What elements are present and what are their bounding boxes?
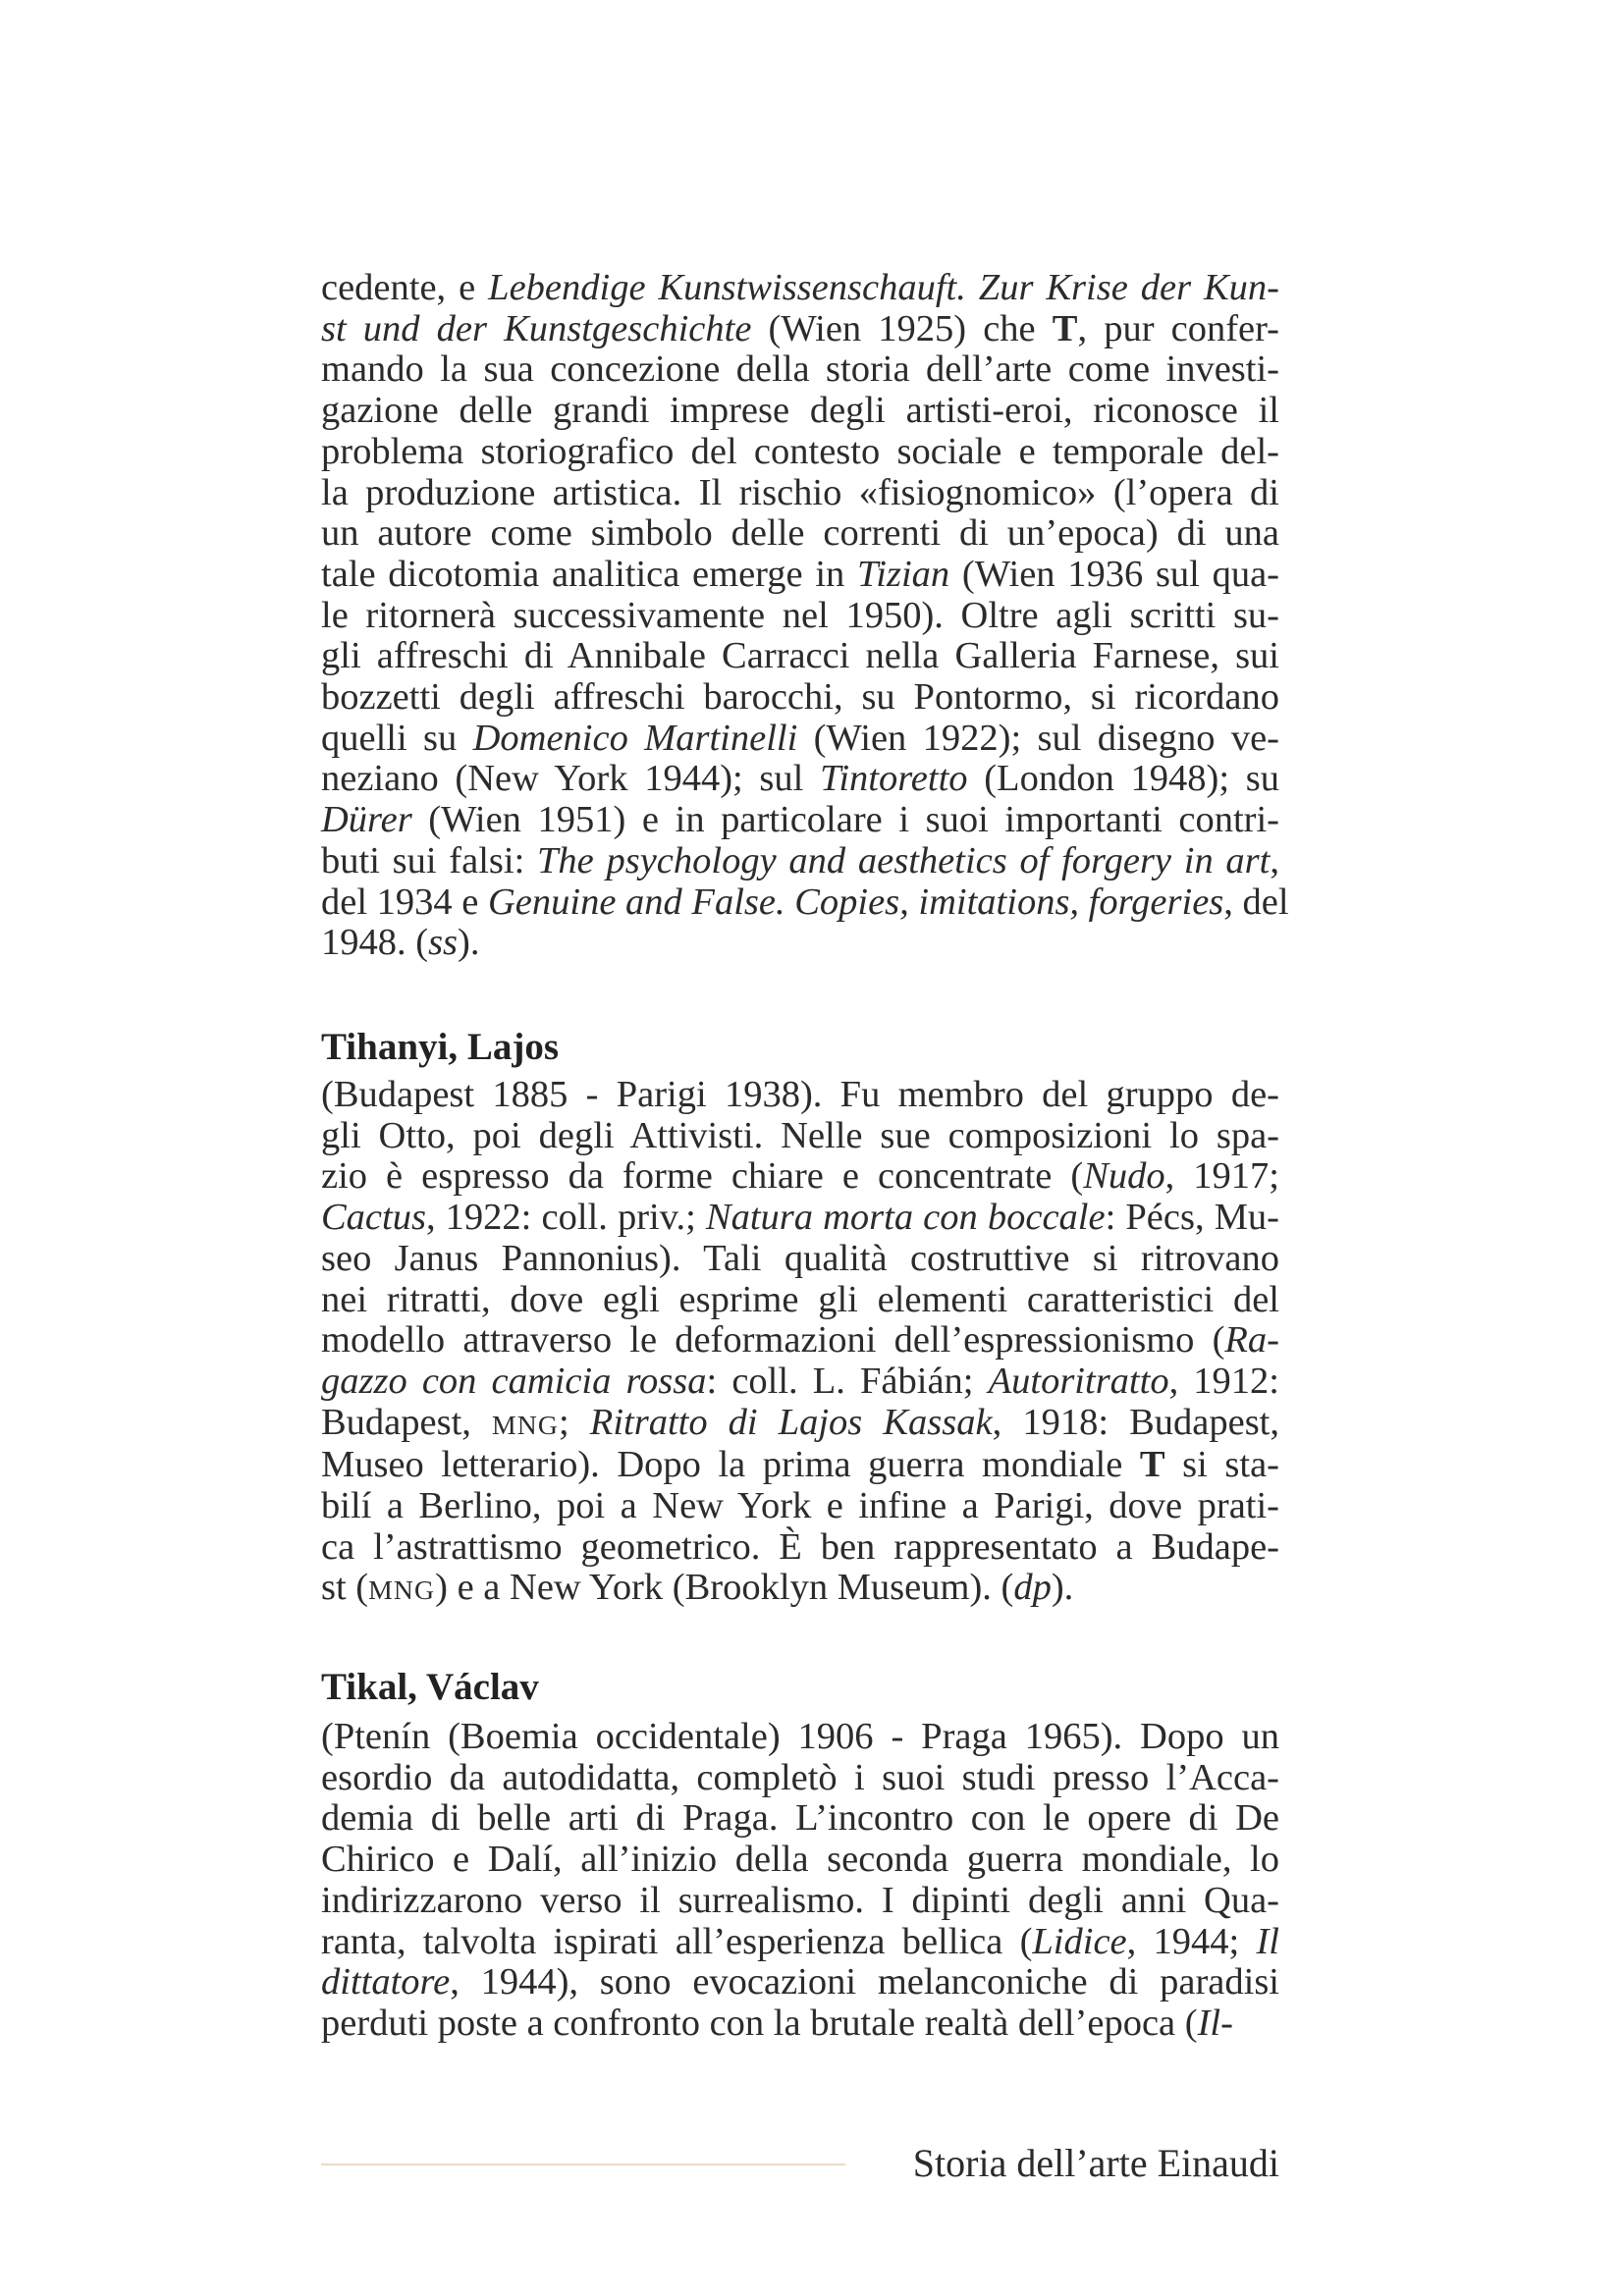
text-line: la produzione artistica. Il rischio «fisiognomico» (l’opera di [321, 471, 1279, 513]
text-line: bozzetti degli affreschi barocchi, su Pontormo, si ricordano [321, 676, 1279, 719]
entry-continued-text [321, 267, 1289, 964]
text-line: perduti poste a confronto con la brutale realtà dell’epoca (Il- [321, 2002, 1233, 2044]
text-line: Chirico e Dalí, all’inizio della seconda guerra mondiale, lo [321, 1839, 1279, 1881]
text-line: Cactus, 1922: coll. priv.; Natura morta con boccale: Pécs, Mu- [321, 1197, 1279, 1239]
text-line: zio è espresso da forme chiare e concentrate (Nudo, 1917; [321, 1155, 1279, 1198]
text-line: gli affreschi di Annibale Carracci nella Galleria Farnese, sui [321, 635, 1279, 677]
text-line: neziano (New York 1944); sul Tintoretto (London 1948); su [321, 758, 1279, 800]
text-line: ca l’astrattismo geometrico. È ben rappresentato a Budape- [321, 1525, 1279, 1568]
text-line: st und der Kunstgeschichte (Wien 1925) che T, pur confer- [321, 307, 1279, 349]
text-line: tale dicotomia analitica emerge in Tizian (Wien 1936 sul qua- [321, 553, 1279, 595]
text-line: st (MNG) e a New York (Brooklyn Museum). (dp). [321, 1567, 1074, 1609]
footer-title: Storia dell’arte Einaudi [912, 2141, 1279, 2185]
entry-heading-tikal: Tikal, Václav [321, 1666, 539, 1708]
text-line: problema storiografico del contesto sociale e temporale del- [321, 430, 1279, 472]
text-line: un autore come simbolo delle correnti di un’epoca) di una [321, 512, 1279, 555]
text-line: Dürer (Wien 1951) e in particolare i suoi importanti contri- [321, 799, 1279, 841]
text-line: buti sui falsi: The psychology and aesthetics of forgery in art, [321, 839, 1279, 881]
text-line: le ritornerà successivamente nel 1950). Oltre agli scritti su- [321, 594, 1279, 636]
text-line: esordio da autodidatta, completò i suoi studi presso l’Acca- [321, 1756, 1279, 1798]
text-line: gli Otto, poi degli Attivisti. Nelle sue composizioni lo spa- [321, 1114, 1279, 1156]
text-line: seo Janus Pannonius). Tali qualità costruttive si ritrovano [321, 1237, 1279, 1279]
text-line: gazzo con camicia rossa: coll. L. Fábián; Autoritratto, 1912: [321, 1360, 1280, 1402]
text-line: quelli su Domenico Martinelli (Wien 1922); sul disegno ve- [321, 717, 1280, 759]
footer-rule [321, 2163, 845, 2165]
text-line: demia di belle arti di Praga. L’incontro con le opere di De [321, 1797, 1279, 1840]
text-line: bilí a Berlino, poi a New York e infine a Parigi, dove prati- [321, 1485, 1279, 1527]
entry-tikal-text [321, 1717, 1279, 2045]
entry-heading-tihanyi: Tihanyi, Lajos [321, 1026, 560, 1068]
text-line: gazione delle grandi imprese degli artisti-eroi, riconosce il [321, 390, 1279, 432]
text-line: Museo letterario). Dopo la prima guerra mondiale T si sta- [321, 1444, 1279, 1486]
text-line: 1948. (ss). [321, 922, 480, 964]
text-line: Budapest, MNG; Ritratto di Lajos Kassak, 1918: Budapest, [321, 1401, 1280, 1443]
text-line: cedente, e Lebendige Kunstwissenschauft. Zur Krise der Kun- [321, 267, 1279, 308]
text-line: dittatore, 1944), sono evocazioni melanconiche di paradisi [321, 1961, 1279, 2003]
entry-tihanyi-text [321, 1075, 1279, 1611]
text-line: nei ritratti, dove egli esprime gli elementi caratteristici del [321, 1278, 1279, 1320]
text-line: ranta, talvolta ispirati all’esperienza bellica (Lidice, 1944; Il [321, 1920, 1279, 1962]
text-line: (Budapest 1885 - Parigi 1938). Fu membro del gruppo de- [321, 1074, 1279, 1115]
text-line: (Ptenín (Boemia occidentale) 1906 - Praga 1965). Dopo un [321, 1716, 1279, 1757]
text-line: mando la sua concezione della storia dell’arte come investi- [321, 348, 1279, 391]
text-line: del 1934 e Genuine and False. Copies, imitations, forgeries, del [321, 881, 1289, 923]
text-line: modello attraverso le deformazioni dell’espressionismo (Ra- [321, 1319, 1279, 1362]
text-line: indirizzarono verso il surrealismo. I dipinti degli anni Qua- [321, 1879, 1279, 1921]
